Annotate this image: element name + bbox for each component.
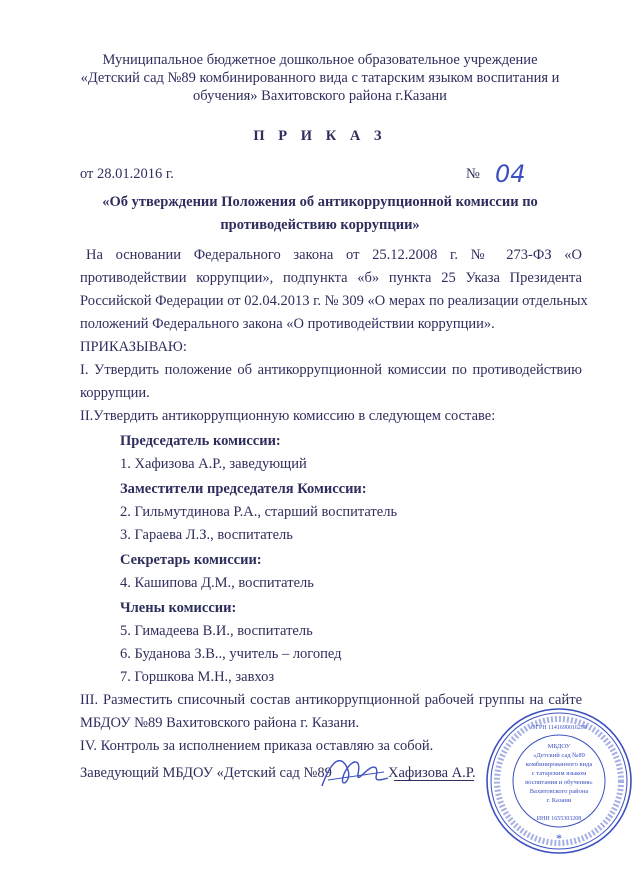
- order-date: от 28.01.2016 г.: [80, 166, 174, 182]
- stamp-center: [509, 742, 609, 805]
- doc-type: П Р И К А З: [253, 128, 387, 144]
- item2: II.Утвердить антикоррупционную комиссию в следующем составе:: [80, 408, 496, 424]
- item1-line1: I. Утвердить положение об антикоррупционной комиссии по противодействию: [80, 362, 582, 378]
- org-name-line3: обучения» Вахитовского района г.Казани: [193, 88, 447, 104]
- basis-line3: Российской Федерации от 02.04.2013 г. № 309 «О мерах по реализации отдельных: [80, 293, 588, 309]
- basis-line1: На основании Федерального закона от 25.12.2008 г. № 273-ФЗ «О: [86, 247, 582, 263]
- official-stamp: [484, 706, 634, 856]
- chair-heading: Председатель комиссии:: [120, 433, 281, 449]
- signature-position: Заведующий МБДОУ «Детский сад №89: [80, 765, 332, 781]
- org-name-line2: «Детский сад №89 комбинированного вида с татарским языком воспитания и: [80, 70, 560, 86]
- secretary-heading: Секретарь комиссии:: [120, 552, 262, 568]
- stamp-line: воспитания и обучения»: [525, 779, 593, 786]
- deputy2: 3. Гараева Л.З., воспитатель: [120, 527, 293, 543]
- item3-line2: МБДОУ №89 Вахитовского района г. Казани.: [80, 715, 360, 731]
- order-word: ПРИКАЗЫВАЮ:: [80, 339, 187, 355]
- item4: IV. Контроль за исполнением приказа оставляю за собой.: [80, 738, 434, 754]
- svg-text:*: *: [556, 831, 562, 845]
- stamp-line: МБДОУ: [547, 743, 571, 750]
- deputies-heading: Заместители председателя Комиссии:: [120, 481, 367, 497]
- org-name-line1: Муниципальное бюджетное дошкольное образовательное учреждение: [102, 52, 538, 68]
- stamp-ogrn: ОГРН 1141690016298: [531, 725, 587, 731]
- stamp-line: «Детский сад №89: [533, 752, 585, 759]
- handwritten-signature: [318, 752, 394, 794]
- item1-line2: коррупции.: [80, 385, 150, 401]
- title-line1: «Об утверждении Положения об антикоррупционной комиссии по: [102, 194, 538, 210]
- secretary: 4. Кашипова Д.М., воспитатель: [120, 575, 314, 591]
- stamp-line: с татарским языком: [531, 770, 587, 777]
- members-heading: Члены комиссии:: [120, 600, 237, 616]
- stamp-line: Вахитовского района: [529, 788, 589, 795]
- stamp-line: комбинированного вида: [525, 761, 593, 768]
- deputy1: 2. Гильмутдинова Р.А., старший воспитатель: [120, 504, 398, 520]
- signature-name: Хафизова А.Р.: [388, 765, 476, 781]
- title-line2: противодействию коррупции»: [220, 217, 420, 233]
- stamp-line: г. Казани: [546, 797, 572, 804]
- basis-line2: противодействии коррупции», подпункта «б» пункта 25 Указа Президента: [80, 270, 582, 286]
- member2: 6. Буданова З.В.., учитель – логопед: [120, 646, 342, 662]
- member1: 5. Гимадеева В.И., воспитатель: [120, 623, 313, 639]
- basis-line4: положений Федерального закона «О противодействии коррупции».: [80, 316, 495, 332]
- stamp-inn: ИНН 1655303208: [536, 816, 582, 822]
- member3: 7. Горшкова М.Н., завхоз: [120, 669, 275, 685]
- order-number-handwritten: 04: [495, 160, 526, 188]
- item3-line1: III. Разместить списочный состав антикоррупционной рабочей группы на сайте: [80, 692, 582, 708]
- chair: 1. Хафизова А.Р., заведующий: [120, 456, 307, 472]
- number-label: №: [466, 166, 480, 182]
